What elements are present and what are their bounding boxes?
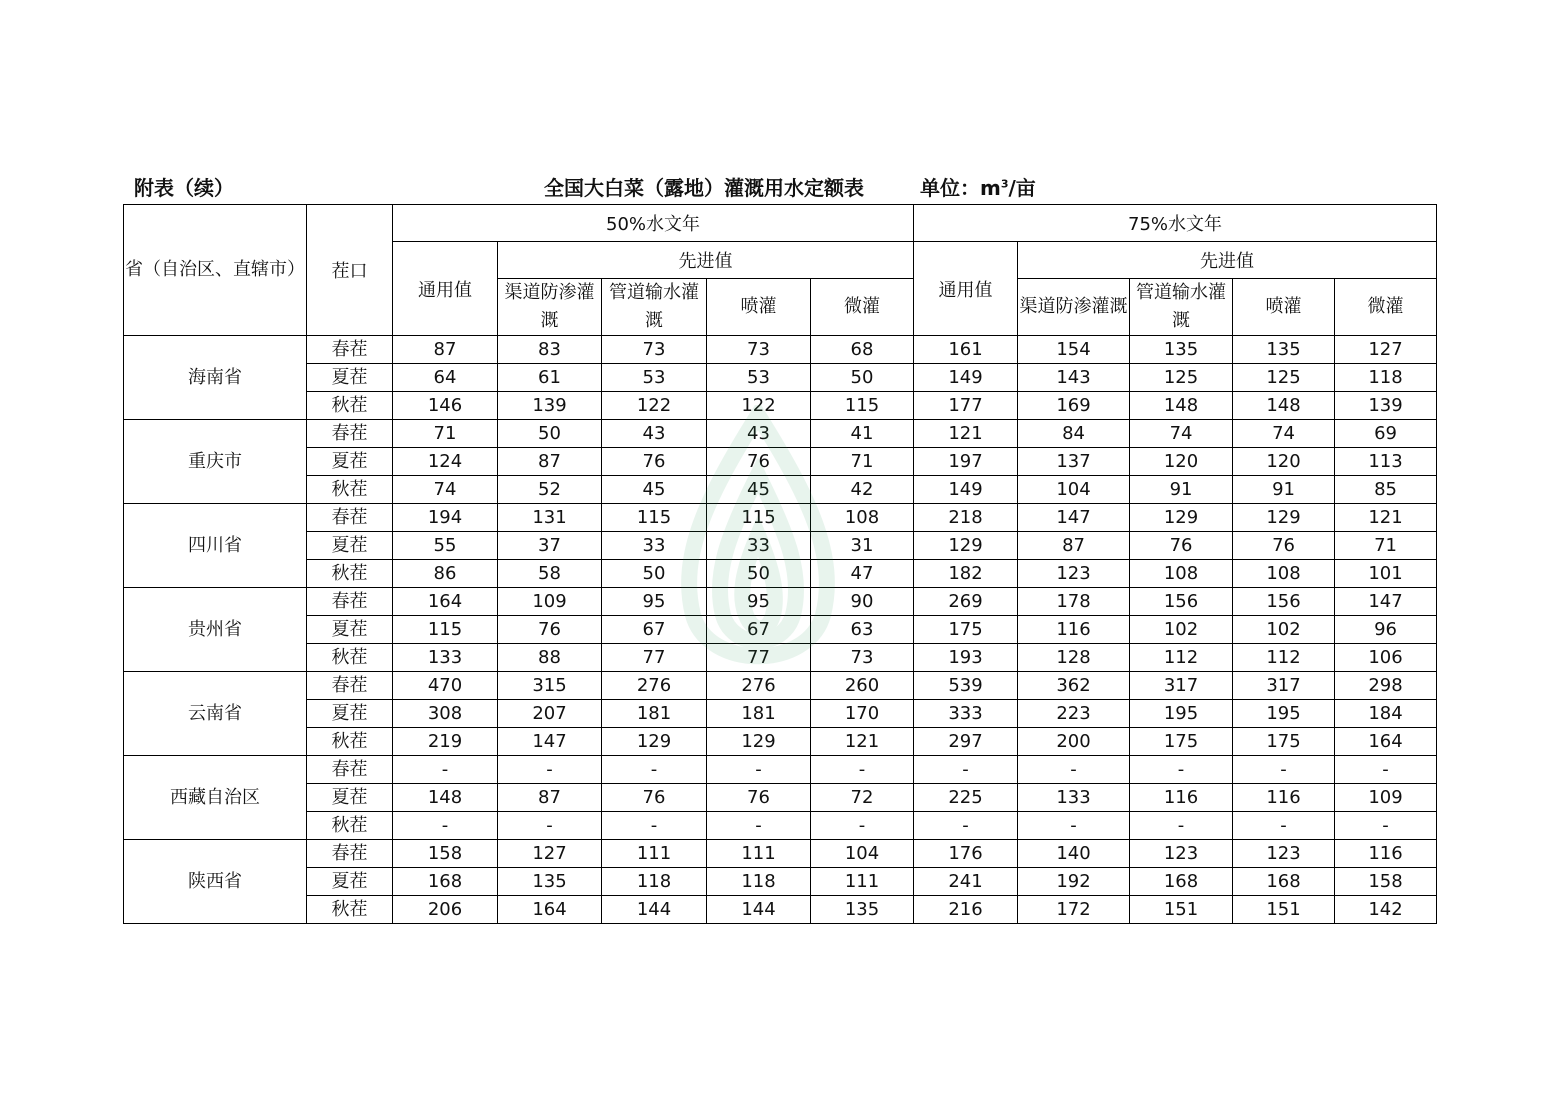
value-cell: 148 [1130,392,1233,420]
value-cell: 111 [602,840,707,868]
value-cell: 147 [498,728,602,756]
value-cell: 154 [1018,336,1130,364]
irrigation-quota-table [123,204,1437,924]
value-cell: 50 [707,560,811,588]
value-cell: 33 [707,532,811,560]
value-cell: 73 [811,644,914,672]
header-season: 茬口 [307,205,393,336]
value-cell: 76 [707,448,811,476]
value-cell: 87 [1018,532,1130,560]
table-body [124,336,1437,924]
value-cell: 317 [1233,672,1335,700]
value-cell: 206 [393,896,498,924]
value-cell: 149 [914,476,1018,504]
value-cell: - [1130,812,1233,840]
value-cell: 192 [1018,868,1130,896]
value-cell: 116 [1018,616,1130,644]
value-cell: 106 [1335,644,1437,672]
value-cell: 151 [1130,896,1233,924]
value-cell: 148 [393,784,498,812]
value-cell: 276 [602,672,707,700]
table-row [124,672,1437,700]
value-cell: 121 [914,420,1018,448]
table-row [124,336,1437,364]
table-row [124,616,1437,644]
header-canal-75: 渠道防渗灌溉 [1018,279,1130,336]
region-cell: 陕西省 [124,840,307,924]
value-cell: 297 [914,728,1018,756]
value-cell: 143 [1018,364,1130,392]
value-cell: 47 [811,560,914,588]
season-cell: 春茬 [307,504,393,532]
value-cell: - [1335,756,1437,784]
value-cell: 144 [602,896,707,924]
value-cell: 125 [1233,364,1335,392]
value-cell: 129 [602,728,707,756]
table-row [124,532,1437,560]
table-row [124,784,1437,812]
header-micro-50: 微灌 [811,279,914,336]
value-cell: 269 [914,588,1018,616]
value-cell: 111 [707,840,811,868]
value-cell: 124 [393,448,498,476]
value-cell: 362 [1018,672,1130,700]
header-advanced-75: 先进值 [1018,242,1437,279]
table-row [124,644,1437,672]
table-row [124,560,1437,588]
value-cell: 276 [707,672,811,700]
season-cell: 秋茬 [307,392,393,420]
value-cell: 170 [811,700,914,728]
value-cell: 175 [1130,728,1233,756]
value-cell: 118 [602,868,707,896]
value-cell: 298 [1335,672,1437,700]
header-sprinkler-50: 喷灌 [707,279,811,336]
value-cell: - [1335,812,1437,840]
value-cell: 135 [1233,336,1335,364]
value-cell: 120 [1130,448,1233,476]
value-cell: 137 [1018,448,1130,476]
value-cell: 104 [811,840,914,868]
unit-prefix: 单位：m [920,176,1001,200]
value-cell: 200 [1018,728,1130,756]
header-region [124,205,307,336]
value-cell: 115 [393,616,498,644]
header-region-text: 省（自治区、直辖市） [125,259,305,280]
value-cell: 77 [602,644,707,672]
header-canal-50: 渠道防渗灌溉 [498,279,602,336]
value-cell: 178 [1018,588,1130,616]
value-cell: 45 [707,476,811,504]
value-cell: 122 [602,392,707,420]
value-cell: 64 [393,364,498,392]
value-cell: 317 [1130,672,1233,700]
season-cell: 春茬 [307,756,393,784]
value-cell: 164 [393,588,498,616]
value-cell: 118 [707,868,811,896]
value-cell: 470 [393,672,498,700]
value-cell: 87 [498,448,602,476]
value-cell: 73 [602,336,707,364]
value-cell: 61 [498,364,602,392]
value-cell: 50 [811,364,914,392]
season-cell: 夏茬 [307,784,393,812]
value-cell: 158 [1335,868,1437,896]
value-cell: 158 [393,840,498,868]
value-cell: 172 [1018,896,1130,924]
value-cell: 195 [1130,700,1233,728]
unit-label [920,172,1036,201]
value-cell: 122 [707,392,811,420]
value-cell: 87 [393,336,498,364]
value-cell: 142 [1335,896,1437,924]
header-group-75: 75%水文年 [914,205,1437,242]
value-cell: 147 [1335,588,1437,616]
value-cell: 133 [1018,784,1130,812]
value-cell: 127 [498,840,602,868]
value-cell: 123 [1130,840,1233,868]
value-cell: 67 [707,616,811,644]
value-cell: 140 [1018,840,1130,868]
value-cell: 90 [811,588,914,616]
value-cell: - [1233,812,1335,840]
value-cell: 112 [1233,644,1335,672]
value-cell: 146 [393,392,498,420]
value-cell: 197 [914,448,1018,476]
header-advanced-50: 先进值 [498,242,914,279]
value-cell: - [1233,756,1335,784]
value-cell: 194 [393,504,498,532]
value-cell: 539 [914,672,1018,700]
value-cell: 116 [1233,784,1335,812]
value-cell: 45 [602,476,707,504]
value-cell: 116 [1130,784,1233,812]
value-cell: 333 [914,700,1018,728]
value-cell: 175 [1233,728,1335,756]
value-cell: 84 [1018,420,1130,448]
value-cell: 102 [1130,616,1233,644]
value-cell: 108 [1130,560,1233,588]
value-cell: - [393,812,498,840]
value-cell: 74 [393,476,498,504]
value-cell: 193 [914,644,1018,672]
value-cell: 42 [811,476,914,504]
value-cell: 225 [914,784,1018,812]
value-cell: 83 [498,336,602,364]
value-cell: 181 [707,700,811,728]
season-cell: 夏茬 [307,616,393,644]
region-cell: 四川省 [124,504,307,588]
value-cell: 135 [1130,336,1233,364]
value-cell: 113 [1335,448,1437,476]
season-cell: 夏茬 [307,868,393,896]
value-cell: 175 [914,616,1018,644]
appendix-label: 附表（续） [134,176,234,200]
value-cell: 184 [1335,700,1437,728]
value-cell: 115 [707,504,811,532]
value-cell: 43 [602,420,707,448]
value-cell: 129 [1233,504,1335,532]
season-cell: 秋茬 [307,560,393,588]
value-cell: 69 [1335,420,1437,448]
table-row [124,700,1437,728]
value-cell: 181 [602,700,707,728]
table-row [124,728,1437,756]
value-cell: 53 [602,364,707,392]
value-cell: 123 [1018,560,1130,588]
value-cell: 71 [811,448,914,476]
value-cell: 133 [393,644,498,672]
season-cell: 春茬 [307,840,393,868]
header-general-50: 通用值 [393,242,498,336]
value-cell: 96 [1335,616,1437,644]
value-cell: 67 [602,616,707,644]
value-cell: 76 [602,784,707,812]
season-cell: 春茬 [307,672,393,700]
value-cell: - [393,756,498,784]
season-cell: 春茬 [307,420,393,448]
value-cell: 139 [498,392,602,420]
table-title: 全国大白菜（露地）灌溉用水定额表 [544,176,864,200]
region-cell: 贵州省 [124,588,307,672]
value-cell: 87 [498,784,602,812]
value-cell: - [1130,756,1233,784]
value-cell: 116 [1335,840,1437,868]
value-cell: 43 [707,420,811,448]
value-cell: 182 [914,560,1018,588]
table-row [124,896,1437,924]
value-cell: 161 [914,336,1018,364]
value-cell: 33 [602,532,707,560]
unit-suffix: /亩 [1008,176,1036,200]
season-cell: 春茬 [307,336,393,364]
table-row [124,756,1437,784]
value-cell: 129 [1130,504,1233,532]
value-cell: 177 [914,392,1018,420]
value-cell: 156 [1130,588,1233,616]
value-cell: 86 [393,560,498,588]
value-cell: 127 [1335,336,1437,364]
value-cell: - [914,812,1018,840]
value-cell: 85 [1335,476,1437,504]
value-cell: 71 [1335,532,1437,560]
value-cell: 121 [1335,504,1437,532]
value-cell: 76 [602,448,707,476]
value-cell: 111 [811,868,914,896]
value-cell: - [1018,812,1130,840]
value-cell: - [1018,756,1130,784]
value-cell: 52 [498,476,602,504]
value-cell: - [707,756,811,784]
season-cell: 秋茬 [307,812,393,840]
value-cell: 123 [1233,840,1335,868]
value-cell: 74 [1233,420,1335,448]
value-cell: 37 [498,532,602,560]
season-cell: 秋茬 [307,728,393,756]
value-cell: 218 [914,504,1018,532]
value-cell: 55 [393,532,498,560]
value-cell: 73 [707,336,811,364]
value-cell: 164 [1335,728,1437,756]
value-cell: - [602,812,707,840]
value-cell: 207 [498,700,602,728]
value-cell: 88 [498,644,602,672]
header-sprinkler-75: 喷灌 [1233,279,1335,336]
value-cell: - [811,812,914,840]
value-cell: 129 [914,532,1018,560]
value-cell: 115 [811,392,914,420]
value-cell: 102 [1233,616,1335,644]
value-cell: 241 [914,868,1018,896]
season-cell: 秋茬 [307,644,393,672]
season-cell: 夏茬 [307,700,393,728]
value-cell: 219 [393,728,498,756]
value-cell: - [498,812,602,840]
value-cell: 216 [914,896,1018,924]
value-cell: 112 [1130,644,1233,672]
table-row [124,868,1437,896]
value-cell: 104 [1018,476,1130,504]
value-cell: 108 [1233,560,1335,588]
value-cell: 135 [811,896,914,924]
header-general-75: 通用值 [914,242,1018,336]
table-row [124,476,1437,504]
season-cell: 夏茬 [307,448,393,476]
value-cell: 164 [498,896,602,924]
value-cell: 147 [1018,504,1130,532]
value-cell: 72 [811,784,914,812]
value-cell: 120 [1233,448,1335,476]
value-cell: - [914,756,1018,784]
season-cell: 秋茬 [307,896,393,924]
season-cell: 夏茬 [307,532,393,560]
unit-superscript: 3 [1000,177,1009,191]
value-cell: 315 [498,672,602,700]
region-cell: 西藏自治区 [124,756,307,840]
value-cell: 176 [914,840,1018,868]
value-cell: 115 [602,504,707,532]
table-row [124,364,1437,392]
value-cell: 144 [707,896,811,924]
value-cell: 76 [1233,532,1335,560]
value-cell: 168 [1233,868,1335,896]
value-cell: 135 [498,868,602,896]
value-cell: 223 [1018,700,1130,728]
value-cell: 101 [1335,560,1437,588]
value-cell: 131 [498,504,602,532]
value-cell: 95 [602,588,707,616]
value-cell: 76 [707,784,811,812]
value-cell: 308 [393,700,498,728]
value-cell: 77 [707,644,811,672]
value-cell: 109 [1335,784,1437,812]
season-cell: 春茬 [307,588,393,616]
value-cell: 50 [498,420,602,448]
value-cell: 74 [1130,420,1233,448]
value-cell: 118 [1335,364,1437,392]
value-cell: 128 [1018,644,1130,672]
table-row [124,392,1437,420]
value-cell: 121 [811,728,914,756]
table-row [124,588,1437,616]
table-row [124,504,1437,532]
value-cell: 53 [707,364,811,392]
table-row [124,448,1437,476]
table-row [124,812,1437,840]
value-cell: - [498,756,602,784]
header-micro-75: 微灌 [1335,279,1437,336]
value-cell: 149 [914,364,1018,392]
page-header [134,170,1436,202]
value-cell: - [811,756,914,784]
value-cell: 169 [1018,392,1130,420]
header-group-50: 50%水文年 [393,205,914,242]
region-cell: 云南省 [124,672,307,756]
value-cell: 31 [811,532,914,560]
value-cell: 41 [811,420,914,448]
table-row [124,840,1437,868]
value-cell: 109 [498,588,602,616]
value-cell: 129 [707,728,811,756]
value-cell: 139 [1335,392,1437,420]
value-cell: 168 [1130,868,1233,896]
season-cell: 秋茬 [307,476,393,504]
value-cell: - [707,812,811,840]
value-cell: 151 [1233,896,1335,924]
value-cell: 76 [498,616,602,644]
value-cell: 195 [1233,700,1335,728]
table-row [124,420,1437,448]
value-cell: 260 [811,672,914,700]
value-cell: 168 [393,868,498,896]
region-cell: 重庆市 [124,420,307,504]
value-cell: 68 [811,336,914,364]
value-cell: 156 [1233,588,1335,616]
value-cell: 125 [1130,364,1233,392]
value-cell: 50 [602,560,707,588]
value-cell: - [602,756,707,784]
header-pipe-75: 管道输水灌溉 [1130,279,1233,336]
value-cell: 148 [1233,392,1335,420]
value-cell: 108 [811,504,914,532]
value-cell: 63 [811,616,914,644]
value-cell: 95 [707,588,811,616]
value-cell: 76 [1130,532,1233,560]
season-cell: 夏茬 [307,364,393,392]
value-cell: 91 [1233,476,1335,504]
value-cell: 58 [498,560,602,588]
value-cell: 71 [393,420,498,448]
value-cell: 91 [1130,476,1233,504]
header-pipe-50: 管道输水灌溉 [602,279,707,336]
region-cell: 海南省 [124,336,307,420]
